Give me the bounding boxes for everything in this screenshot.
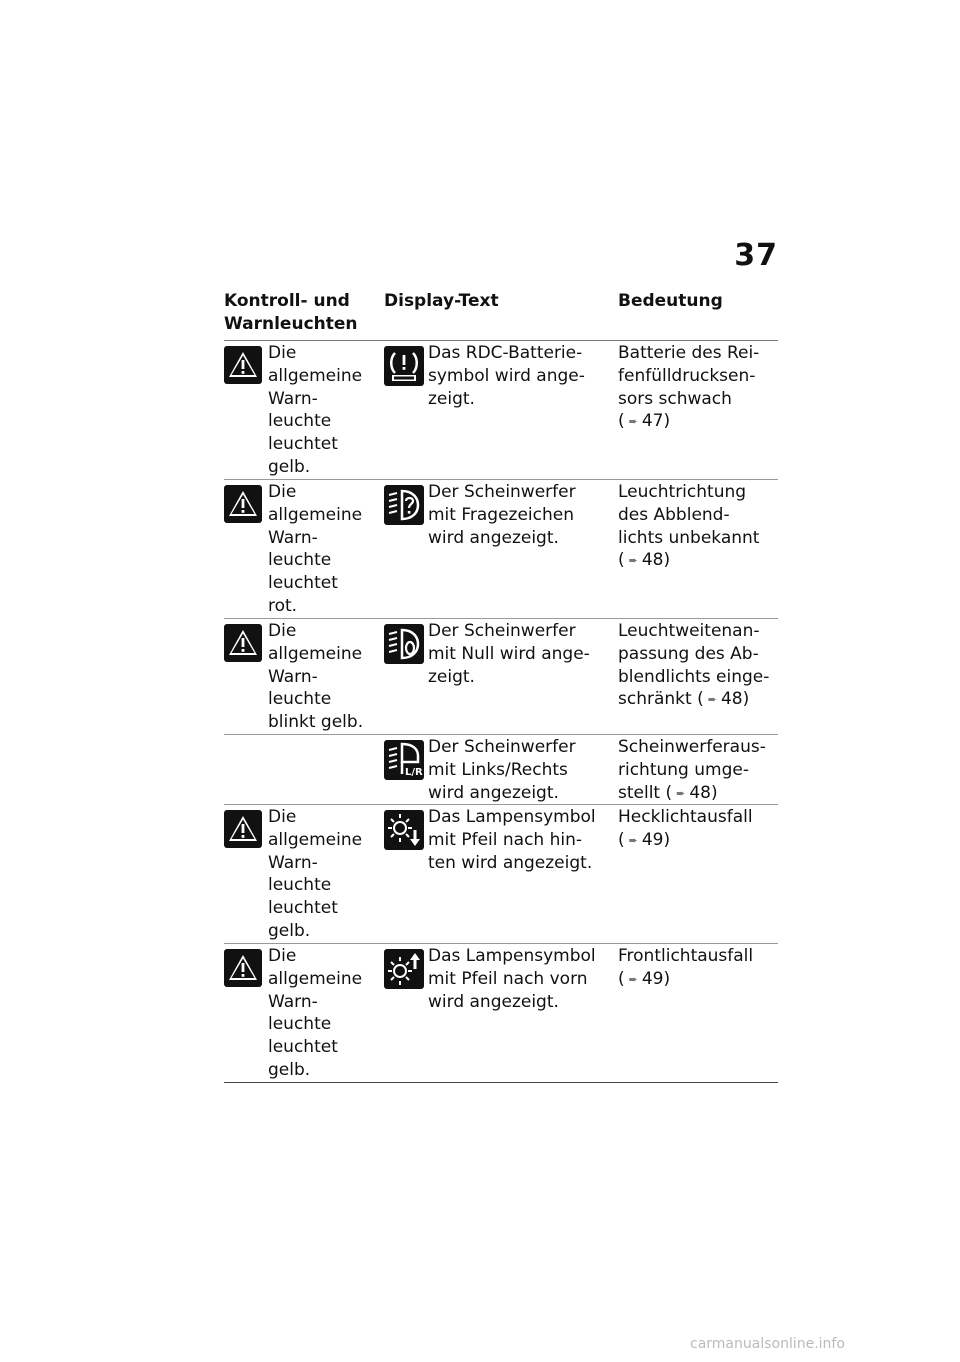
- table-row: [224, 341, 778, 480]
- reference-arrow-icon: ➨: [628, 554, 638, 568]
- warning-triangle-icon: [224, 485, 262, 523]
- page-reference[interactable]: 48): [641, 550, 671, 571]
- reference-arrow-icon: ➨: [628, 972, 638, 986]
- table-row: [224, 619, 778, 735]
- meaning-text: [618, 342, 759, 434]
- meaning-text: [618, 806, 753, 853]
- table-row: [224, 944, 778, 1083]
- display-text: Der Scheinwerfer mit Null wird ange- zeigt.: [428, 621, 590, 687]
- reference-arrow-icon: ➨: [707, 693, 717, 707]
- meaning-label: Leuchtrichtung des Abblend- lichts unbekannt (: [618, 482, 760, 571]
- display-text: Das RDC-Batterie- symbol wird ange- zeigt.: [428, 343, 585, 409]
- display-text: Der Scheinwerfer mit Fragezeichen wird angezeigt.: [428, 482, 576, 548]
- reference-arrow-icon: ➨: [628, 833, 638, 847]
- svg-text:L/R: L/R: [405, 767, 423, 778]
- lamp-arrow-front-icon: [384, 949, 424, 989]
- meaning-text: [618, 945, 753, 992]
- warning-light-text: Die allgemeine Warn- leuchte leuchtet rot.: [268, 482, 363, 616]
- warning-triangle-icon: [224, 346, 262, 384]
- headlight-left-right-icon: [384, 740, 424, 780]
- meaning-label: Leuchtweitenan- passung des Ab- blendlichts einge- schränkt (: [618, 621, 770, 710]
- meaning-label: Hecklichtausfall (: [618, 807, 753, 850]
- warning-light-text: Die allgemeine Warn- leuchte leuchtet gelb.: [268, 343, 363, 477]
- headlight-zero-icon: [384, 624, 424, 664]
- warning-light-text: Die allgemeine Warn- leuchte blinkt gelb.: [268, 621, 364, 733]
- page-reference[interactable]: 47): [641, 411, 671, 432]
- warning-lights-table: [224, 290, 778, 1083]
- display-text: Das Lampensymbol mit Pfeil nach hin- ten wird angezeigt.: [428, 807, 596, 873]
- meaning-label: Scheinwerferaus- richtung umge- stellt (: [618, 737, 766, 803]
- lamp-arrow-back-icon: [384, 810, 424, 850]
- headlight-question-icon: [384, 485, 424, 525]
- table-header: [224, 290, 778, 341]
- watermark: carmanualsonline.info: [690, 1336, 845, 1352]
- tire-pressure-sensor-battery-icon: [384, 346, 424, 386]
- meaning-label: Frontlichtausfall (: [618, 946, 754, 989]
- warning-triangle-icon: [224, 624, 262, 662]
- header-display-text: Display-Text: [384, 291, 499, 311]
- meaning-label: Batterie des Rei- fenfülldrucksen- sors schwach (: [618, 343, 760, 432]
- warning-triangle-icon: [224, 810, 262, 848]
- meaning-text: [618, 736, 766, 805]
- page-number: 37: [734, 238, 778, 273]
- page-reference[interactable]: 48): [720, 689, 750, 710]
- table-row: [224, 735, 778, 805]
- warning-triangle-icon: [224, 949, 262, 987]
- meaning-text: [618, 481, 759, 573]
- display-text: Das Lampensymbol mit Pfeil nach vorn wird angezeigt.: [428, 946, 596, 1012]
- page-reference[interactable]: 49): [641, 968, 671, 989]
- page-reference[interactable]: 48): [689, 782, 718, 803]
- header-meaning: Bedeutung: [618, 291, 723, 311]
- display-text: Der Scheinwerfer mit Links/Rechts wird angezeigt.: [428, 737, 576, 803]
- reference-arrow-icon: ➨: [628, 415, 638, 429]
- warning-light-text: Die allgemeine Warn- leuchte leuchtet gelb.: [268, 946, 363, 1080]
- header-warning-lights: Kontroll- und Warnleuchten: [224, 291, 358, 334]
- table-row: [224, 805, 778, 944]
- table-row: [224, 480, 778, 619]
- page-reference[interactable]: 49): [641, 829, 671, 850]
- warning-light-text: Die allgemeine Warn- leuchte leuchtet gelb.: [268, 807, 363, 941]
- reference-arrow-icon: ➨: [676, 786, 686, 800]
- meaning-text: [618, 620, 769, 712]
